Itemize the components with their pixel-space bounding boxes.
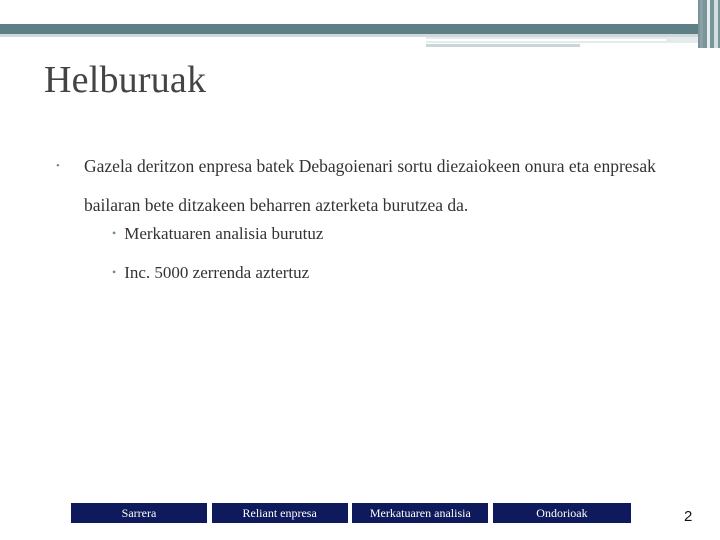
nav-item-reliant-enpresa[interactable]: Reliant enpresa: [212, 503, 350, 523]
page-number: 2: [684, 508, 693, 525]
navigation-bar: [71, 503, 631, 523]
bullet-dot-icon: •: [112, 265, 117, 279]
bullet-item: [58, 147, 688, 225]
sub-bullet-item: [112, 263, 309, 283]
top-bar-highlight: [426, 39, 666, 41]
nav-item-merkatuaren-analisia[interactable]: Merkatuaren analisia: [352, 503, 490, 523]
sub-bullet-text: Inc. 5000 zerrenda aztertuz: [124, 263, 310, 282]
sub-bullet-text: Merkatuaren analisia burutuz: [124, 224, 324, 243]
bullet-dot-icon: •: [112, 226, 117, 240]
corner-stripe: [700, 0, 703, 48]
bullet-text: Gazela deritzon enpresa batek Debagoienari sortu diezaiokeen onura eta enpresak bailaran bete ditzakeen beharren azterketa burutzea da.: [84, 156, 656, 215]
top-bar-under: [426, 44, 580, 47]
slide-title: Helburuak: [44, 59, 207, 101]
top-bar-dark: [0, 24, 720, 34]
bullet-dot-icon: •: [56, 160, 60, 172]
nav-item-sarrera[interactable]: Sarrera: [71, 503, 209, 523]
sub-bullet-item: [112, 224, 323, 244]
nav-item-ondorioak[interactable]: Ondorioak: [493, 503, 631, 523]
corner-stripe: [707, 0, 710, 48]
corner-stripe: [714, 0, 718, 48]
